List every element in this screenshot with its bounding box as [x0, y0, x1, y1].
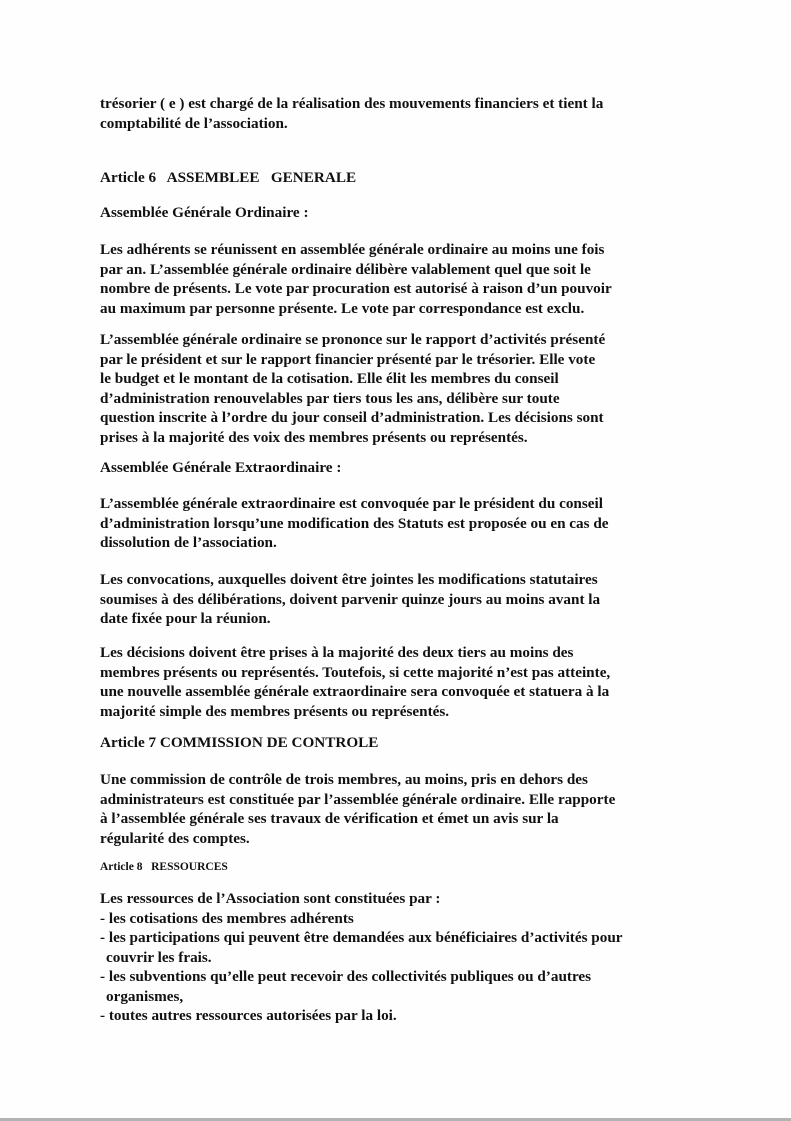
- text-line: trésorier ( e ) est chargé de la réalisation des mouvements financiers et tient la: [100, 95, 604, 112]
- list-item: - toutes autres ressources autorisées par la loi.: [100, 1007, 397, 1024]
- text-line: d’administration renouvelables par tiers tous les ans, délibère sur toute: [100, 389, 560, 407]
- article-7-paragraph: [100, 770, 660, 848]
- text-line: le budget et le montant de la cotisation. Elle élit les membres du conseil: [100, 370, 559, 387]
- article-6-paragraph-3: [100, 494, 660, 553]
- text-line: majorité simple des membres présents ou représentés.: [100, 702, 450, 720]
- text-line: au maximum par personne présente. Le vote par correspondance est exclu.: [100, 299, 585, 317]
- text-line: d’administration lorsqu’une modification des Statuts est proposée ou en cas de: [100, 514, 609, 532]
- article-8-title: Article 8 RESSOURCES: [100, 861, 228, 873]
- text-line: par le président et sur le rapport financier présenté par le trésorier. Elle vote: [100, 350, 596, 368]
- text-line: L’assemblée générale extraordinaire est convoquée par le président du conseil: [100, 495, 603, 512]
- intro-paragraph: [100, 94, 660, 133]
- resources-intro: Les ressources de l’Association sont constituées par :: [100, 890, 441, 907]
- text-line: dissolution de l’association.: [100, 534, 277, 551]
- article-7-title: Article 7 COMMISSION DE CONTROLE: [100, 734, 379, 751]
- text-line: par an. L’assemblée générale ordinaire délibère valablement quel que soit le: [100, 260, 591, 278]
- text-line: Une commission de contrôle de trois membres, au moins, pris en dehors des: [100, 771, 588, 788]
- list-item-continuation: couvrir les frais.: [106, 948, 212, 966]
- text-line: question inscrite à l’ordre du jour conseil d’administration. Les décisions sont: [100, 409, 604, 426]
- text-line: une nouvelle assemblée générale extraordinaire sera convoquée et statuera à la: [100, 683, 610, 700]
- article-6-paragraph-5: [100, 643, 660, 721]
- text-line: nombre de présents. Le vote par procuration est autorisé à raison d’un pouvoir: [100, 280, 612, 297]
- extraordinary-assembly-heading: Assemblée Générale Extraordinaire :: [100, 459, 342, 476]
- article-8-resources: [100, 889, 660, 1026]
- text-line: Les décisions doivent être prises à la majorité des deux tiers au moins des: [100, 644, 574, 661]
- article-6-paragraph-1: [100, 240, 660, 318]
- text-line: comptabilité de l’association.: [100, 114, 288, 132]
- text-line: régularité des comptes.: [100, 829, 250, 847]
- text-line: à l’assemblée générale ses travaux de vérification et émet un avis sur la: [100, 810, 559, 827]
- article-6-paragraph-2: [100, 330, 660, 447]
- list-item: - les cotisations des membres adhérents: [100, 909, 354, 927]
- ordinary-assembly-heading: Assemblée Générale Ordinaire :: [100, 204, 309, 221]
- list-item: - les subventions qu’elle peut recevoir des collectivités publiques ou d’autres: [100, 968, 592, 985]
- article-6-paragraph-4: [100, 570, 660, 629]
- text-line: soumises à des délibérations, doivent parvenir quinze jours au moins avant la: [100, 590, 601, 608]
- text-line: date fixée pour la réunion.: [100, 610, 271, 627]
- text-line: L’assemblée générale ordinaire se prononce sur le rapport d’activités présenté: [100, 331, 606, 348]
- text-line: administrateurs est constituée par l’assemblée générale ordinaire. Elle rapporte: [100, 790, 616, 808]
- text-line: Les adhérents se réunissent en assemblée générale ordinaire au moins une fois: [100, 241, 605, 258]
- list-item-continuation: organismes,: [106, 987, 184, 1005]
- text-line: membres présents ou représentés. Toutefois, si cette majorité n’est pas atteinte,: [100, 663, 611, 681]
- article-6-title: Article 6 ASSEMBLEE GENERALE: [100, 169, 357, 186]
- text-line: Les convocations, auxquelles doivent être jointes les modifications statutaires: [100, 571, 598, 588]
- text-line: prises à la majorité des voix des membres présents ou représentés.: [100, 428, 528, 446]
- list-item: - les participations qui peuvent être demandées aux bénéficiaires d’activités pour: [100, 929, 623, 946]
